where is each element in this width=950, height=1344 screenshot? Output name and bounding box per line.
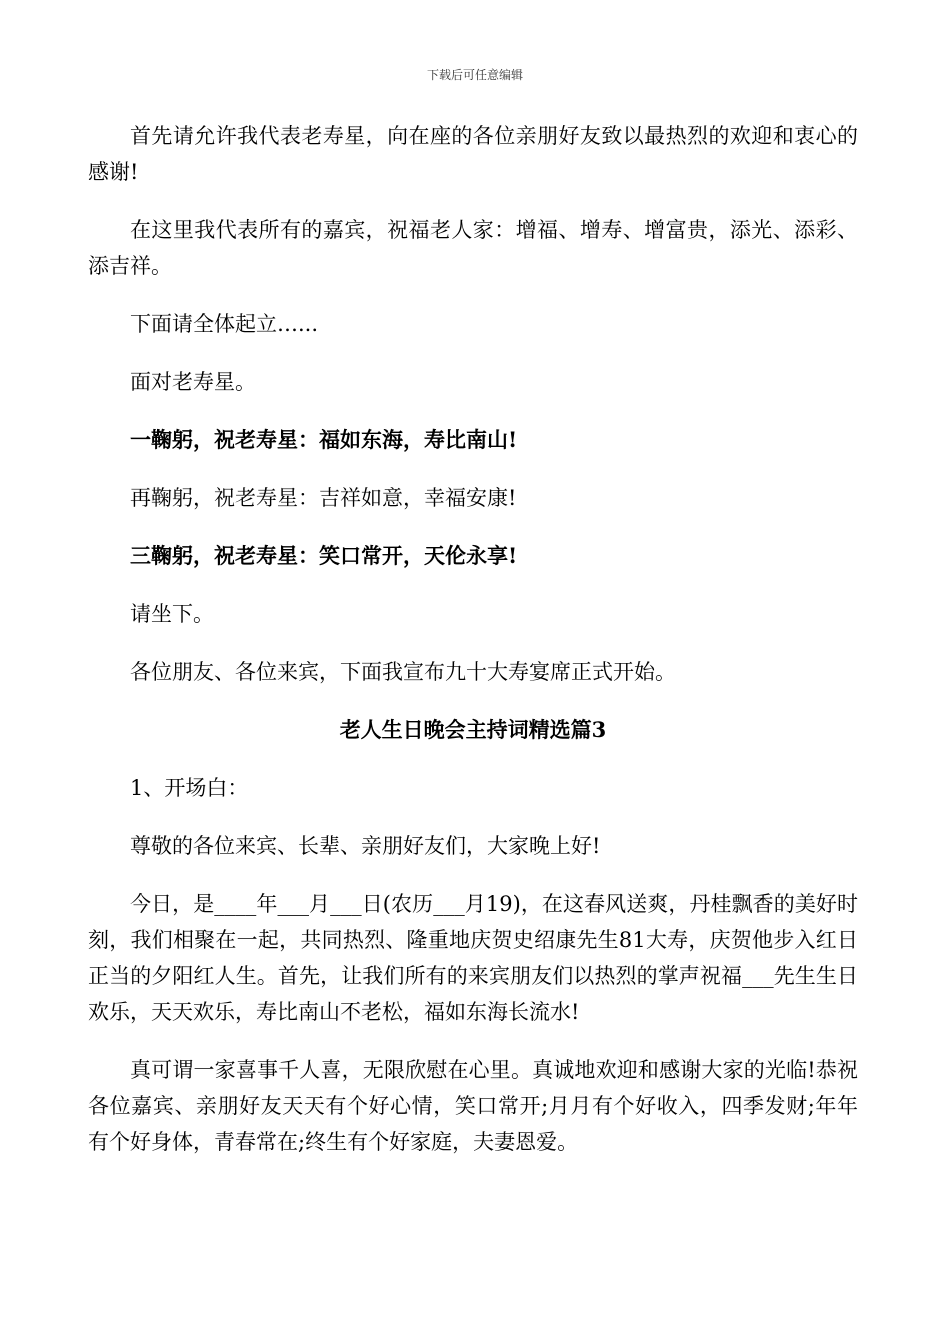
paragraph-bold: 三鞠躬，祝老寿星：笑口常开，天伦永享! bbox=[130, 543, 518, 568]
paragraph: 在这里我代表所有的嘉宾，祝福老人家：增福、增寿、增富贵，添光、添彩、添吉祥。 bbox=[88, 218, 858, 278]
paragraph: 真可谓一家喜事千人喜，无限欣慰在心里。真诚地欢迎和感谢大家的光临!恭祝各位嘉宾、亲朋好友天天有个好心情，笑口常开;月月有个好收入，四季发财;年年有个好身体，青春常在;终生有个好家庭，夫妻恩爱。 bbox=[88, 1058, 858, 1154]
document-body bbox=[88, 118, 858, 1182]
paragraph: 面对老寿星。 bbox=[130, 370, 256, 394]
paragraph: 请坐下。 bbox=[130, 602, 214, 626]
paragraph: 今日，是____年___月___日(农历___月19)，在这春风送爽，丹桂飘香的美好时刻，我们相聚在一起，共同热烈、隆重地庆贺史绍康先生81大寿，庆贺他步入红日正当的夕阳红人生。首先，让我们所有的来宾朋友们以热烈的掌声祝福___先生生日欢乐，天天欢乐，寿比南山不老松，福如东海长流水! bbox=[88, 892, 858, 1024]
paragraph: 1、开场白： bbox=[130, 776, 249, 800]
paragraph: 首先请允许我代表老寿星，向在座的各位亲朋好友致以最热烈的欢迎和衷心的感谢! bbox=[88, 124, 858, 184]
section-title: 老人生日晚会主持词精选篇3 bbox=[339, 717, 607, 742]
paragraph: 各位朋友、各位来宾，下面我宣布九十大寿宴席正式开始。 bbox=[130, 660, 676, 684]
paragraph: 尊敬的各位来宾、长辈、亲朋好友们，大家晚上好! bbox=[130, 834, 601, 858]
paragraph: 再鞠躬，祝老寿星：吉祥如意，幸福安康! bbox=[130, 486, 517, 510]
paragraph: 下面请全体起立…... bbox=[130, 312, 319, 336]
page-header: 下载后可任意编辑 bbox=[426, 68, 523, 82]
paragraph-bold: 一鞠躬，祝老寿星：福如东海，寿比南山! bbox=[130, 427, 518, 452]
